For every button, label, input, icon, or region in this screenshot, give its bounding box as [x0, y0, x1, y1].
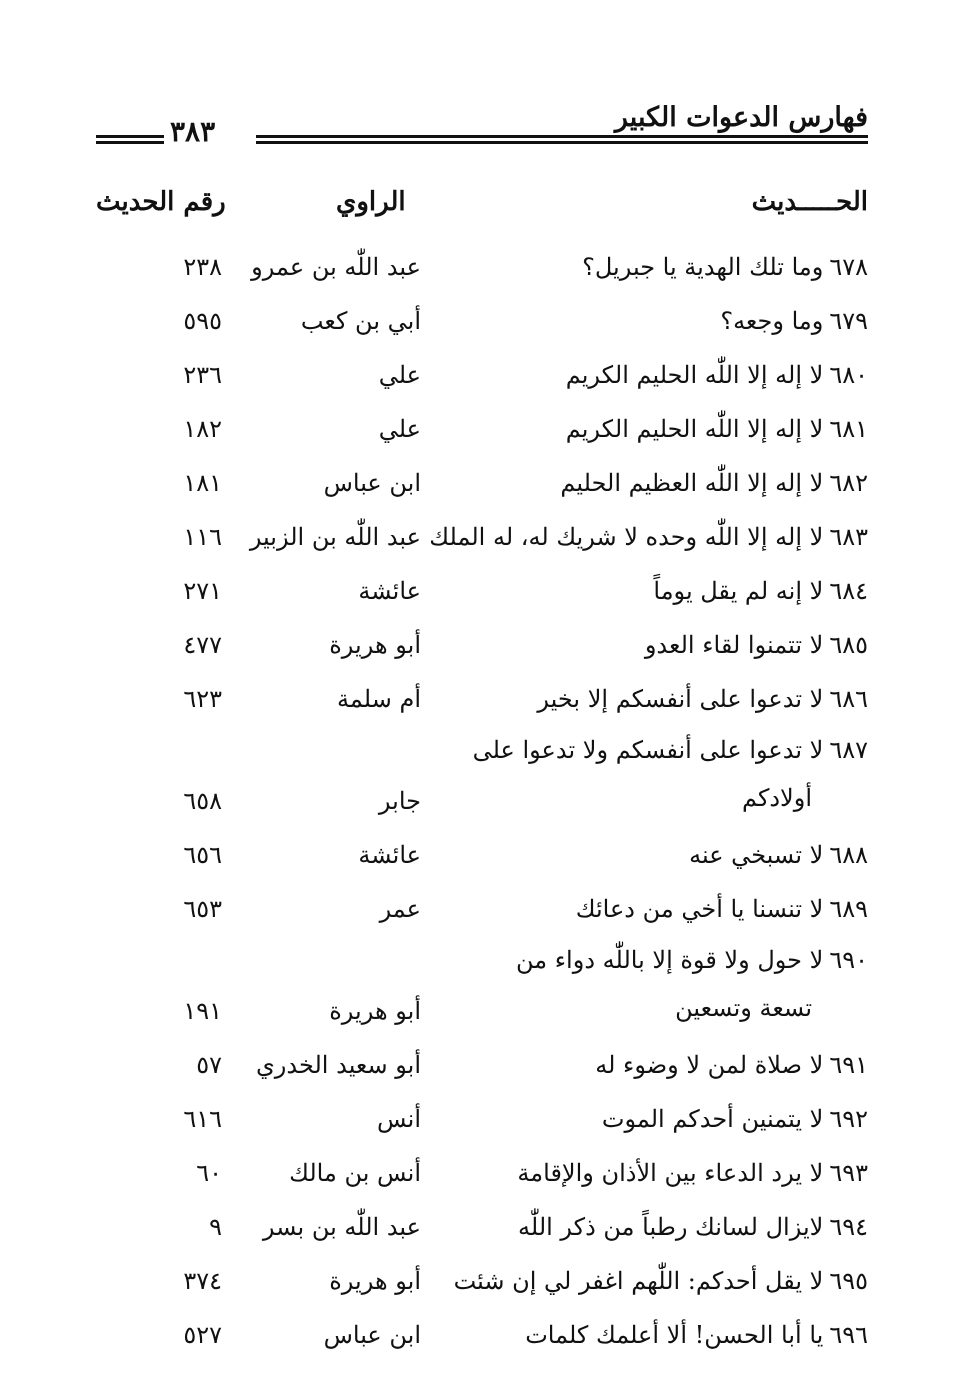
- table-row: [96, 510, 868, 564]
- hadith-number: ٦٩٤: [829, 1213, 868, 1241]
- hadith-text: لايزال لسانك رطباً من ذكر اللّٰه: [518, 1213, 824, 1241]
- hadith-cell: [689, 828, 868, 882]
- hadith-cell: [720, 294, 868, 348]
- table-row: [96, 1200, 868, 1254]
- hadith-cell: [566, 402, 868, 456]
- hadith-number: ٦٨٣: [829, 523, 868, 551]
- hadith-ref-number: ٦١٦: [183, 1105, 222, 1133]
- hadith-cell: [454, 1254, 868, 1308]
- hadith-text: لا تدعوا على أنفسكم إلا بخير: [537, 685, 824, 713]
- narrator-cell: أنس: [377, 1105, 421, 1133]
- index-table: [96, 240, 868, 1362]
- hadith-ref-number: ٢٣٨: [183, 253, 222, 281]
- hadith-cell: [645, 618, 868, 672]
- hadith-line: [560, 469, 868, 497]
- narrator-cell: أبو هريرة: [329, 997, 421, 1025]
- hadith-line: [517, 1159, 868, 1187]
- hadith-line: [429, 523, 868, 551]
- hadith-ref-number: ١١٦: [183, 523, 222, 551]
- hadith-ref-number: ٢٣٦: [183, 361, 222, 389]
- hadith-number: ٦٨٠: [829, 361, 868, 389]
- column-headers: [96, 180, 868, 224]
- hadith-cell: [517, 1146, 868, 1200]
- table-row: [96, 882, 868, 936]
- table-row: [96, 348, 868, 402]
- hadith-line: [576, 895, 868, 923]
- hadith-cell: [525, 1308, 868, 1362]
- hadith-cell: [602, 1092, 868, 1146]
- table-row: [96, 456, 868, 510]
- hadith-text: لا إله إلا اللّٰه الحليم الكريم: [565, 415, 824, 443]
- table-row: [96, 294, 868, 348]
- narrator-cell: أنس بن مالك: [289, 1159, 421, 1187]
- hadith-number: ٦٨١: [829, 415, 868, 443]
- column-header-hadith: الحـــــديث: [751, 187, 868, 217]
- hadith-ref-number: ٥٩٥: [183, 307, 222, 335]
- narrator-cell: عبد اللّٰه بن عمرو: [251, 253, 421, 281]
- hadith-text: لا يرد الدعاء بين الأذان والإقامة: [517, 1159, 824, 1187]
- hadith-text: لا تدعوا على أنفسكم ولا تدعوا على: [472, 736, 824, 764]
- hadith-text: لا إنه لم يقل يوماً: [653, 577, 824, 605]
- header-rule-left: [96, 135, 164, 144]
- narrator-cell: أبي بن كعب: [300, 307, 421, 335]
- hadith-number: ٦٩٣: [829, 1159, 868, 1187]
- table-row: [96, 564, 868, 618]
- hadith-number: ٦٩٢: [829, 1105, 868, 1133]
- hadith-number: ٦٨٩: [829, 895, 868, 923]
- hadith-ref-number: ١٩١: [183, 997, 222, 1025]
- hadith-text: لا تنسنا يا أخي من دعائك: [575, 895, 824, 923]
- hadith-text-continuation: أولادكم: [741, 784, 812, 812]
- narrator-cell: أبو هريرة: [329, 1267, 421, 1295]
- table-row: [96, 402, 868, 456]
- hadith-cell: [576, 882, 868, 936]
- hadith-ref-number: ٦٠: [196, 1159, 222, 1187]
- table-row: [96, 672, 868, 726]
- hadith-cell: [473, 726, 868, 822]
- hadith-ref-number: ٢٧١: [183, 577, 222, 605]
- narrator-cell: جابر: [378, 787, 421, 815]
- table-row: [96, 1038, 868, 1092]
- hadith-cell: [595, 1038, 868, 1092]
- hadith-cell: [566, 348, 868, 402]
- hadith-line: [516, 936, 868, 984]
- hadith-number: ٦٨٥: [829, 631, 868, 659]
- hadith-line: [473, 726, 868, 774]
- hadith-ref-number: ٣٧٤: [183, 1267, 222, 1295]
- hadith-number: ٦٨٧: [829, 736, 868, 764]
- hadith-text-continuation: تسعة وتسعين: [675, 994, 812, 1022]
- hadith-number: ٦٧٨: [829, 253, 868, 281]
- hadith-cell: [518, 1200, 868, 1254]
- hadith-cell: [560, 456, 868, 510]
- hadith-ref-number: ٦٥٣: [183, 895, 222, 923]
- narrator-cell: عائشة: [358, 577, 421, 605]
- hadith-ref-number: ٤٧٧: [183, 631, 222, 659]
- table-row: [96, 1308, 868, 1362]
- hadith-line: [525, 1321, 868, 1349]
- table-row: [96, 1092, 868, 1146]
- narrator-cell: عمر: [379, 895, 421, 923]
- narrator-cell: أبو هريرة: [329, 631, 421, 659]
- table-row: [96, 240, 868, 294]
- hadith-cell: [537, 672, 868, 726]
- hadith-text: لا يتمنين أحدكم الموت: [601, 1105, 824, 1133]
- hadith-cell: [653, 564, 868, 618]
- hadith-number: ٦٧٩: [829, 307, 868, 335]
- hadith-number: ٦٩٠: [829, 946, 868, 974]
- narrator-cell: أبو سعيد الخدري: [256, 1051, 421, 1079]
- hadith-number: ٦٩٦: [829, 1321, 868, 1349]
- book-title: فهارس الدعوات الكبير: [614, 102, 868, 133]
- narrator-cell: ابن عباس: [323, 1321, 421, 1349]
- hadith-number: ٦٨٢: [829, 469, 868, 497]
- hadith-line: [566, 415, 868, 443]
- narrator-cell: عبد اللّٰه بن الزبير: [249, 523, 421, 551]
- hadith-number: ٦٩١: [829, 1051, 868, 1079]
- hadith-line: [653, 577, 868, 605]
- hadith-ref-number: ٦٢٣: [183, 685, 222, 713]
- narrator-cell: عائشة: [358, 841, 421, 869]
- narrator-cell: علي: [378, 361, 421, 389]
- hadith-ref-number: ٥٧: [196, 1051, 222, 1079]
- table-row: [96, 618, 868, 672]
- hadith-ref-number: ٥٢٧: [183, 1321, 222, 1349]
- hadith-ref-number: ٦٥٦: [183, 841, 222, 869]
- hadith-line: [602, 1105, 868, 1133]
- table-row: [96, 936, 868, 1038]
- table-row: [96, 1146, 868, 1200]
- hadith-number: ٦٩٥: [829, 1267, 868, 1295]
- page-number: ٣٨٣: [170, 115, 216, 148]
- hadith-text: لا إله إلا اللّٰه العظيم الحليم: [560, 469, 824, 497]
- hadith-number: ٦٨٤: [829, 577, 868, 605]
- hadith-line: [518, 1213, 868, 1241]
- hadith-text: لا تسبخي عنه: [689, 841, 824, 869]
- hadith-line: [582, 253, 868, 281]
- hadith-text: لا إله إلا اللّٰه وحده لا شريك له، له الملك: [429, 523, 824, 551]
- hadith-line: [645, 631, 868, 659]
- hadith-line: [595, 1051, 868, 1079]
- hadith-ref-number: ١٨١: [183, 469, 222, 497]
- table-row: [96, 1254, 868, 1308]
- hadith-cell: [582, 240, 868, 294]
- header-rule-right: [256, 135, 868, 144]
- column-header-number: رقم الحديث: [96, 187, 226, 217]
- hadith-ref-number: ٦٥٨: [183, 787, 222, 815]
- narrator-cell: أم سلمة: [337, 685, 421, 713]
- narrator-cell: ابن عباس: [323, 469, 421, 497]
- hadith-cell: [516, 936, 868, 1032]
- hadith-text: لا صلاة لمن لا وضوء له: [595, 1051, 824, 1079]
- table-row: [96, 726, 868, 828]
- hadith-text: وما وجعه؟: [720, 307, 824, 335]
- narrator-cell: علي: [378, 415, 421, 443]
- hadith-ref-number: ١٨٢: [183, 415, 222, 443]
- hadith-line: [454, 1267, 868, 1295]
- column-header-narrator: الراوي: [336, 187, 406, 217]
- hadith-text: لا حول ولا قوة إلا باللّٰه دواء من: [516, 946, 824, 974]
- hadith-number: ٦٨٦: [829, 685, 868, 713]
- hadith-text: وما تلك الهدية يا جبريل؟: [582, 253, 824, 281]
- table-row: [96, 828, 868, 882]
- page-header: [96, 100, 868, 154]
- hadith-number: ٦٨٨: [829, 841, 868, 869]
- hadith-text: لا تتمنوا لقاء العدو: [644, 631, 824, 659]
- hadith-cell: [429, 510, 868, 564]
- narrator-cell: عبد اللّٰه بن بسر: [262, 1213, 421, 1241]
- hadith-line: [689, 841, 868, 869]
- hadith-line: [720, 307, 868, 335]
- hadith-line: [537, 685, 868, 713]
- hadith-text: لا يقل أحدكم: اللّٰهم اغفر لي إن شئت: [453, 1267, 824, 1295]
- hadith-ref-number: ٩: [209, 1213, 222, 1241]
- hadith-line: [566, 361, 868, 389]
- hadith-text: لا إله إلا اللّٰه الحليم الكريم: [565, 361, 824, 389]
- hadith-text: يا أبا الحسن! ألا أعلمك كلمات: [525, 1321, 824, 1349]
